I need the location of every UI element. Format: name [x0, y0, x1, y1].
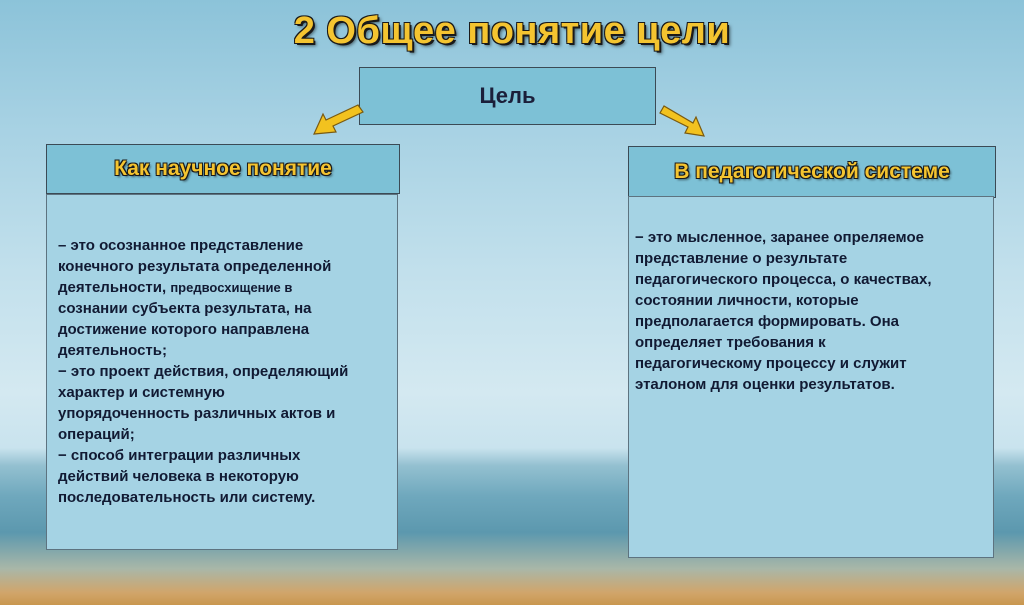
right-header [628, 146, 996, 198]
left-header [46, 144, 400, 194]
left-line: сознании субъекта результата, на [58, 300, 312, 317]
left-line: конечного результата определенной [58, 258, 332, 275]
right-line: − это мысленное, заранее опреляемое [635, 229, 924, 246]
goal-label: Цель [479, 83, 536, 108]
left-line [58, 277, 391, 298]
right-line: предполагается формировать. Она [635, 313, 899, 330]
left-line-text: деятельности, [58, 279, 171, 296]
right-line: педагогического процесса, о качествах, [635, 271, 932, 288]
right-content [628, 196, 994, 558]
left-line: характер и системную [58, 384, 225, 401]
right-line: состоянии личности, которые [635, 292, 859, 309]
left-line: − способ интеграции различных [58, 447, 301, 464]
slide-title: 2 Общее понятие цели [293, 10, 731, 52]
right-header-label: В педагогической системе [674, 160, 950, 183]
left-line: упорядоченность различных актов и [58, 405, 336, 422]
left-line: − это проект действия, определяющий [58, 363, 349, 380]
left-line: последовательность или систему. [58, 489, 316, 506]
left-line: операций; [58, 426, 135, 443]
right-line: педагогическому процессу и служит [635, 355, 907, 372]
left-line: – это осознанное представление [58, 237, 304, 254]
left-line: достижение которого направлена [58, 321, 310, 338]
left-content [46, 194, 398, 550]
right-arrow-icon [658, 100, 708, 142]
left-line: деятельность; [58, 342, 167, 359]
right-line: определяет требования к [635, 334, 826, 351]
left-line: действий человека в некоторую [58, 468, 299, 485]
goal-box [359, 67, 656, 125]
right-line: эталоном для оценки результатов. [635, 376, 895, 393]
left-line-small: предвосхищение в [170, 280, 293, 295]
right-line: представление о результате [635, 250, 848, 267]
left-arrow-icon [308, 100, 364, 140]
left-header-label: Как научное понятие [114, 157, 332, 180]
